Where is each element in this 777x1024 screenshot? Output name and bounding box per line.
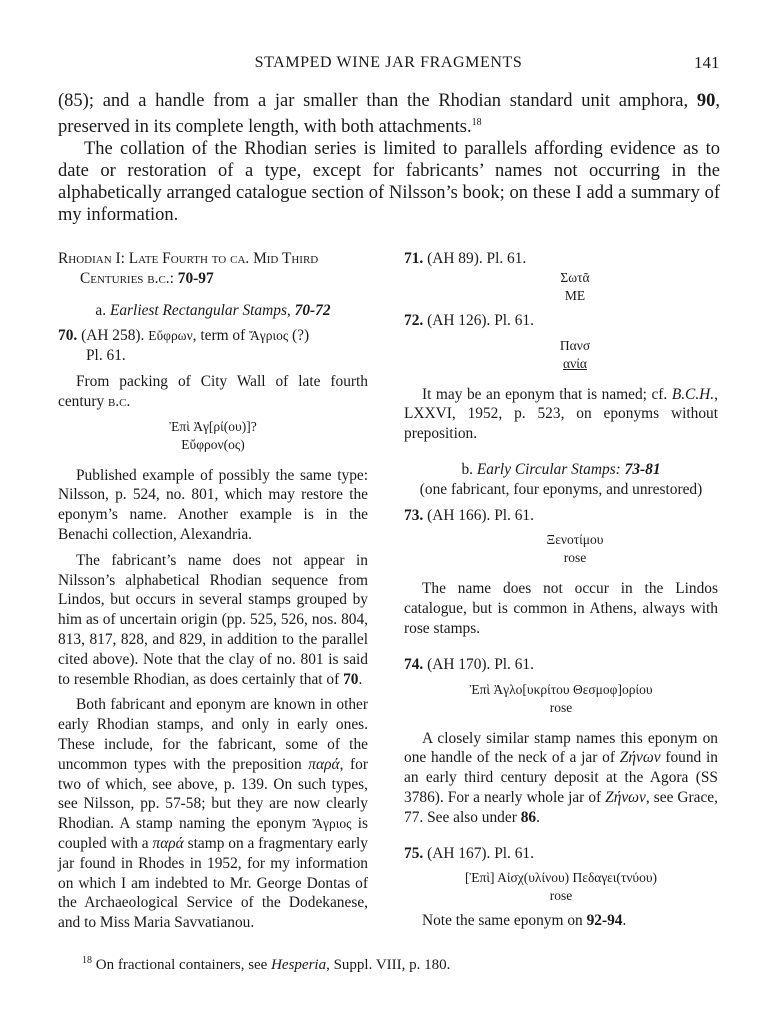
entry-number: 73.: [404, 506, 424, 524]
sub-a-range: 70-72: [294, 301, 331, 319]
note-text-2: , LXXVI, 1952, p. 523, on eponyms without preposition.: [404, 385, 718, 443]
entry-ref: (AH 89). Pl. 61.: [423, 250, 527, 267]
sub-b-title: Early Circular Stamps:: [476, 460, 625, 478]
footnote-text-a: On fractional containers, see: [92, 957, 272, 973]
stamp-71-line-2: ΜΕ: [564, 287, 586, 303]
entry-70-plate: Pl. 61.: [86, 347, 126, 365]
entry-70-eponym: [58, 695, 368, 933]
ref-90: 90: [696, 91, 716, 111]
entry-75-note: Note the same eponym on 92-94.: [422, 912, 627, 930]
section-title: [58, 249, 368, 269]
greek-text: Εὔφρων: [148, 328, 193, 344]
intro-text-a: ; and a handle from a jar smaller than the Rhodian standard unit amphora,: [88, 91, 697, 111]
footnote-number: 18: [82, 955, 92, 966]
entry-number: 74.: [404, 655, 424, 673]
entry-number: 72.: [404, 311, 424, 329]
entry-71: [404, 249, 718, 269]
entry-70-fabricant: The fabricant’s name does not appear in Nilsson’s alphabetical Rhodian sequence from Lindos, but occurs in several stamps grouped by him as of uncertain origin (pp. 525, 526, nos. 804, 813, 817, 828, and 829, in addition to the parallel cited above). Note that the clay of no. 801 is said to resemble Rhodian, as does certainly that of 70.: [58, 551, 368, 688]
note-text-a: Note the same eponym on: [422, 912, 587, 930]
stamp-72-line-2: ανία: [563, 355, 587, 371]
left-column: [58, 249, 368, 933]
ref-92-94: 92-94: [586, 912, 623, 930]
entry-number: 75.: [404, 844, 424, 862]
note-text-a: A closely similar stamp names this eponym on one handle of the neck of a jar of: [404, 729, 718, 767]
greek-para-2: παρά: [152, 834, 184, 852]
sub-a-title: Earliest Rectangular Stamps,: [109, 301, 295, 319]
bc-label: b.c.: [108, 392, 131, 410]
greek-text-2: Ἄγριος: [249, 328, 289, 344]
section-title-b: Centuries b.c.:: [80, 269, 178, 287]
note-text: It may be an eponym that is named; cf.: [422, 385, 672, 403]
entry-ref: (AH 170). Pl. 61.: [423, 655, 534, 673]
stamp-74-line-1: Ἐπὶ Ἀγλο[υκρίτου Θεσμοφ]ορίου: [469, 681, 653, 697]
entry-rest: , term of: [192, 327, 250, 345]
entry-74: [404, 655, 718, 675]
entry-ref: (AH 166). Pl. 61.: [423, 506, 534, 524]
entry-73-note: The name does not occur in the Lindos catalogue, but is common in Athens, always with rose stamps.: [404, 580, 718, 637]
section-title-line2: [58, 269, 368, 289]
ref-85: (85): [58, 91, 89, 111]
stamp-73-line-1: Ξενοτίμου: [546, 532, 604, 548]
eponym-text-c: is coupled with a: [58, 815, 368, 852]
intro-text: [58, 90, 720, 226]
section-range: 70-97: [177, 269, 214, 287]
greek-zenon-2: Ζήνων: [605, 788, 646, 806]
stamp-74-line-2: rose: [549, 699, 573, 715]
entry-ref: (AH 167). Pl. 61.: [423, 844, 534, 862]
sub-b-range: 73-81: [624, 460, 661, 478]
footnote-text-b: , Suppl. VIII, p. 180.: [326, 957, 451, 973]
stamp-75-line-2: rose: [549, 888, 573, 904]
entry-q: (?): [288, 327, 310, 345]
subsection-a: [58, 301, 368, 321]
entry-70-parallel: Published example of possibly the same type: Nilsson, p. 524, no. 801, which may restore the eponym’s name. Another example is in the Benachi collection, Alexandria.: [58, 466, 368, 543]
subsection-b-note: (one fabricant, four eponyms, and unrestored): [419, 480, 703, 498]
entry-ref: (AH 258).: [77, 327, 149, 345]
footnote-mark: 18: [471, 117, 482, 128]
sub-a-label: a.: [95, 301, 110, 319]
entry-number: 70.: [58, 327, 78, 345]
ref-86: 86: [520, 808, 537, 826]
stamp-71-line-1: Σωτᾶ: [560, 269, 590, 285]
stamp-72-line-1: Πανσ: [559, 337, 591, 353]
entry-73: [404, 506, 718, 526]
entry-70-find: [58, 372, 368, 412]
entry-75: [404, 844, 718, 864]
intro-paragraph-1: [58, 90, 720, 138]
intro-paragraph-2: The collation of the Rhodian series is limited to parallels affording evidence as to date or restoration of a type, except for fabricants’ names not occurring in the alphabetically arranged catalogue section of Nilsson’s book; on these I add a summary of my information.: [58, 139, 720, 226]
note-text-b: found in an early third century deposit at the Agora (SS 3786). For a nearly whole jar of: [404, 749, 718, 806]
running-title: STAMPED WINE JAR FRAGMENTS: [254, 54, 523, 71]
greek-agrios: Ἄγριος: [312, 816, 352, 832]
stamp-70-line-1: Ἐπὶ Ἀγ[ρί(ου)]?: [169, 418, 257, 434]
footnote-hesperia: Hesperia: [271, 957, 327, 973]
find-text: From packing of City Wall of late fourth century: [58, 372, 368, 410]
entry-number: 71.: [404, 250, 424, 267]
eponym-text-b: , for two of which, see above, p. 139. On such types, see Nilsson, pp. 57-58; but they are now clearly Rhodian. A stamp naming the eponym: [58, 755, 368, 833]
stamp-73-line-2: rose: [563, 550, 587, 566]
stamp-75-line-1: [Ἐπὶ] Αἰσχ(υλίνου) Πεδαγει(τνύου): [464, 870, 658, 886]
eponym-text-a: Both fabricant and eponym are known in other early Rhodian stamps, and only in early ones. These include, for the fabricant, some of the uncommon types with the preposition: [58, 696, 368, 773]
eponym-text-d: stamp on a fragmentary early jar found in Rhodes in 1952, for my information on which I am indebted to Mr. George Dontas of the Archaeological Service of the Dodekanese, and to Miss Maria Savvatianou.: [58, 834, 368, 932]
note-text-c: , see Grace, 77. See also under: [404, 788, 718, 826]
right-column: [404, 249, 718, 931]
page-number: 141: [694, 53, 720, 72]
greek-zenon: Ζήνων: [619, 749, 661, 767]
section-title-a: Rhodian I: Late Fourth to ca. Mid Third: [58, 250, 319, 267]
entry-72-note: [404, 385, 718, 444]
sub-b-label: b.: [461, 460, 477, 478]
subsection-b: [404, 460, 718, 480]
greek-para: παρά: [308, 755, 340, 773]
ref-70: 70: [343, 670, 359, 688]
entry-74-note: A closely similar stamp names this eponym on one handle of the neck of a jar of Ζήνων found in an early third century deposit at the Agora (SS 3786). For a nearly whole jar of Ζήνων, see Grace, 77. See also under 86.: [404, 729, 718, 826]
entry-70: [58, 326, 368, 346]
fabricant-text: The fabricant’s name does not appear in Nilsson’s alphabetical Rhodian sequence from Lindos, but occurs in several stamps grouped by him as of uncertain origin (pp. 525, 526, nos. 804, 813, 817, 828, and 829, in addition to the parallel cited above). Note that the clay of no. 801 is said to resemble Rhodian, as does certainly that of: [58, 551, 368, 688]
intro-text-b: , preserved in its complete length, with both attachments.: [58, 91, 720, 138]
footnote: [82, 955, 722, 974]
entry-ref: (AH 126). Pl. 61.: [423, 311, 534, 329]
entry-72: [404, 311, 718, 331]
stamp-70-line-2: Εὔφρον(ος): [181, 436, 245, 452]
bch-ref: B.C.H.: [671, 385, 715, 403]
